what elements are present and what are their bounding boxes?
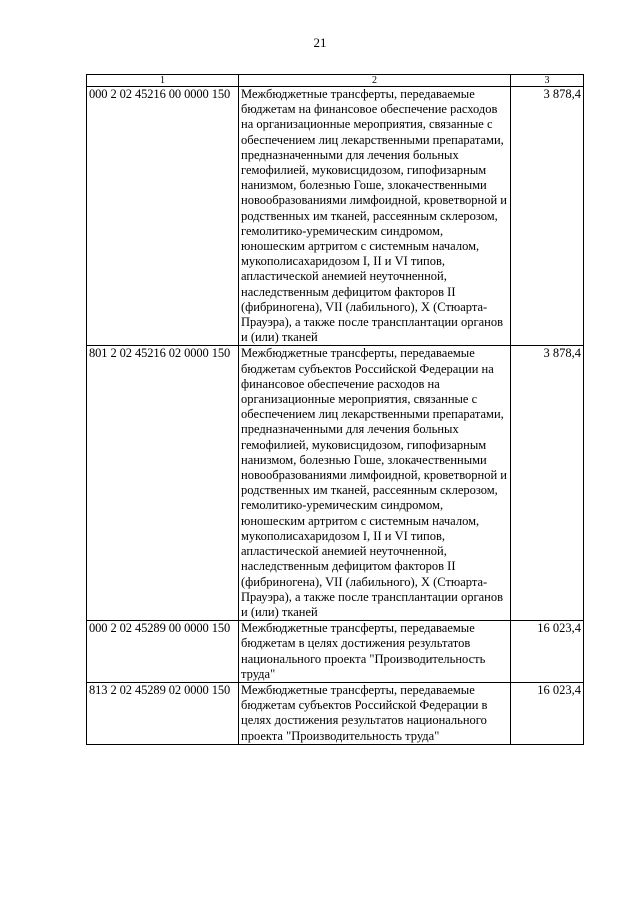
column-header-3: 3 (511, 75, 584, 87)
table-row (87, 621, 584, 683)
amount: 3 878,4 (511, 346, 584, 621)
page-number: 21 (313, 35, 327, 50)
budget-table (86, 74, 584, 745)
table-row (87, 346, 584, 621)
budget-code: 000 2 02 45289 00 0000 150 (87, 621, 239, 683)
column-header-2: 2 (239, 75, 511, 87)
item-name: Межбюджетные трансферты, передаваемые бюджетам субъектов Российской Федерации в целях достижения результатов национального проекта "Производительность труда" (239, 682, 511, 744)
table-row (87, 682, 584, 744)
budget-code: 801 2 02 45216 02 0000 150 (87, 346, 239, 621)
column-header-1: 1 (87, 75, 239, 87)
item-name: Межбюджетные трансферты, передаваемые бюджетам субъектов Российской Федерации на финансовое обеспечение расходов на организационные мероприятия, связанные с обеспечением лиц лекарственными препаратами, предназначенными для лечения больных гемофилией, муковисцидозом, гипофизарным нанизмом, болезнью Гоше, злокачественными новообразованиями лимфоидной, кроветворной и родственных им тканей, рассеянным склерозом, гемолитико-уремическим синдромом, юношеским артритом с системным началом, мукополисахаридозом I, II и VI типов, апластической анемией неуточненной, наследственным дефицитом факторов II (фибриногена), VII (лабильного), X (Стюарта-Прауэра), а также после трансплантации органов и (или) тканей (239, 346, 511, 621)
item-name: Межбюджетные трансферты, передаваемые бюджетам в целях достижения результатов национального проекта "Производительность труда" (239, 621, 511, 683)
amount: 16 023,4 (511, 682, 584, 744)
budget-code: 813 2 02 45289 02 0000 150 (87, 682, 239, 744)
amount: 16 023,4 (511, 621, 584, 683)
budget-code: 000 2 02 45216 00 0000 150 (87, 87, 239, 346)
table-row (87, 87, 584, 346)
amount: 3 878,4 (511, 87, 584, 346)
item-name: Межбюджетные трансферты, передаваемые бюджетам на финансовое обеспечение расходов на организационные мероприятия, связанные с обеспечением лиц лекарственными препаратами, предназначенными для лечения больных гемофилией, муковисцидозом, гипофизарным нанизмом, болезнью Гоше, злокачественными новообразованиями лимфоидной, кроветворной и родственных им тканей, рассеянным склерозом, гемолитико-уремическим синдромом, юношеским артритом с системным началом, мукополисахаридозом I, II и VI типов, апластической анемией неуточненной, наследственным дефицитом факторов II (фибриногена), VII (лабильного), X (Стюарта-Прауэра), а также после трансплантации органов и (или) тканей (239, 87, 511, 346)
table-header-row (87, 75, 584, 87)
